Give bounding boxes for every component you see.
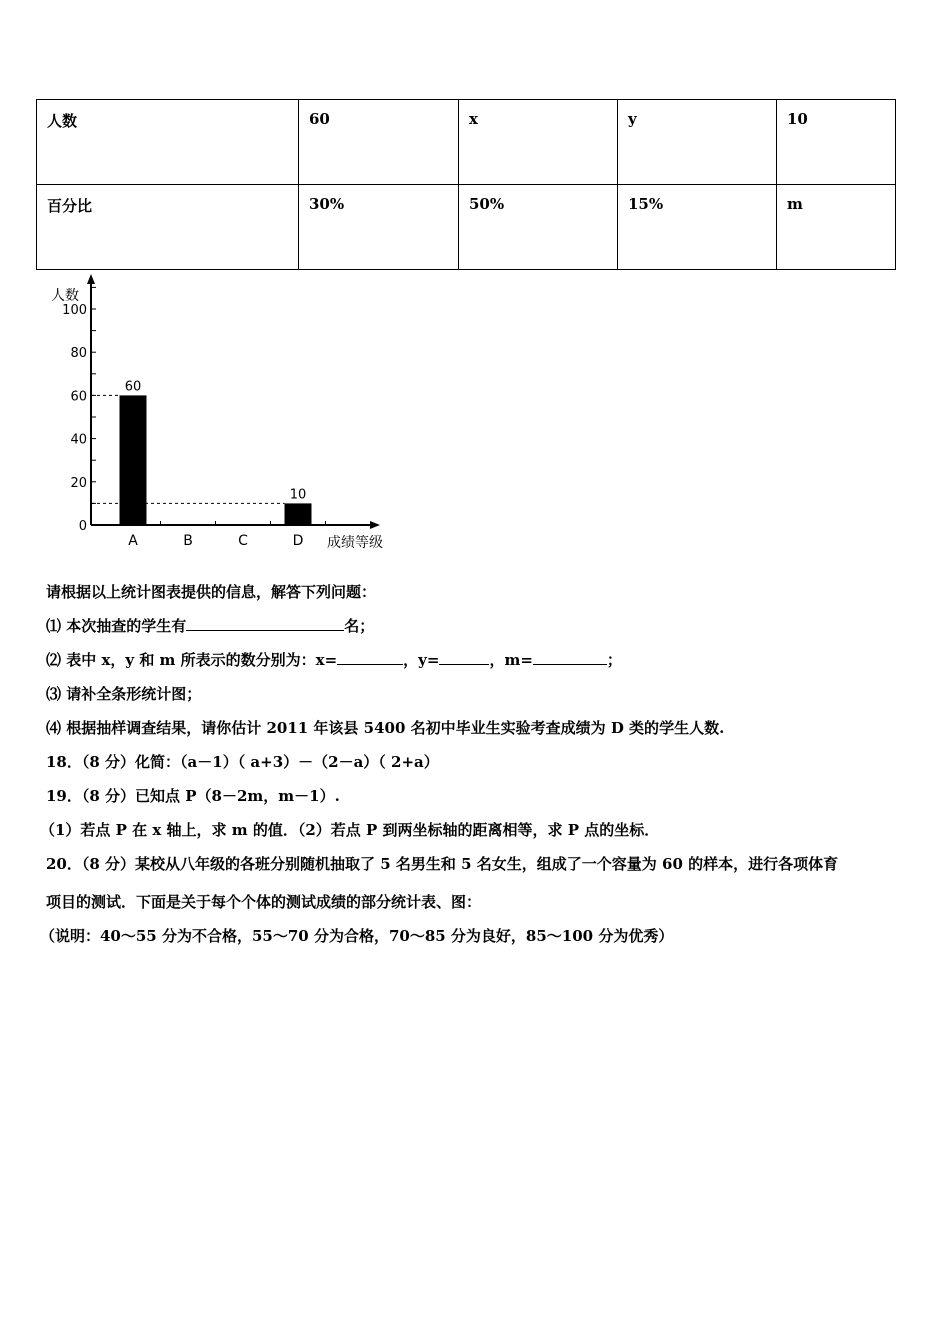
question-1 (46, 616, 374, 636)
y-axis-label: 人数 (51, 288, 79, 304)
answer-blank-y (439, 650, 489, 665)
row-label: 百分比 (37, 185, 299, 270)
y-tick-label: 100 (62, 303, 87, 318)
table-cell: 30% (299, 185, 459, 270)
answer-blank-m (533, 650, 607, 665)
question-4: ⑷ 根据抽样调查结果，请你估计 2011 年该县 5400 名初中毕业生实验考查成绩为 D 类的学生人数. (46, 719, 725, 737)
table-cell: x (459, 100, 618, 185)
y-axis-arrow (87, 274, 95, 284)
x-axis-label: 成绩等级 (327, 535, 383, 551)
question-19-sub: （1）若点 P 在 x 轴上，求 m 的值．（2）若点 P 到两坐标轴的距离相等，求 P 点的坐标． (40, 821, 660, 839)
question-20-line-1: 20．（8 分）某校从八年级的各班分别随机抽取了 5 名男生和 5 名女生，组成了一个容量为 60 的样本，进行各项体育 (46, 855, 839, 873)
table-cell: 60 (299, 100, 459, 185)
y-tick-label: 20 (70, 475, 87, 491)
y-tick-label: 60 (70, 389, 87, 405)
statistics-table (36, 99, 896, 270)
question-20-line-2: 项目的测试．下面是关于每个个体的测试成绩的部分统计表、图： (46, 893, 482, 911)
y-tick-label: 40 (70, 432, 87, 448)
table-row-percent (37, 185, 896, 270)
question-3: ⑶ 请补全条形统计图； (46, 685, 202, 703)
data-label: 10 (289, 487, 307, 503)
bar-chart (40, 268, 400, 553)
x-tick-label: B (183, 533, 193, 549)
question-2 (46, 650, 622, 670)
question-2-y-label: ，y= (403, 651, 440, 669)
table-row-count (37, 100, 896, 185)
question-1-suffix: 名； (344, 617, 375, 635)
question-2-text: ⑵ 表中 x，y 和 m 所表示的数分别为：x= (46, 651, 338, 669)
y-tick-label: 0 (78, 519, 87, 534)
question-20-note: （说明：40～55 分为不合格，55～70 分为合格，70～85 分为良好，85～100 分为优秀） (40, 927, 674, 945)
x-axis-arrow (370, 521, 380, 529)
table-cell: 15% (618, 185, 777, 270)
table-cell: m (777, 185, 896, 270)
table-cell: 10 (777, 100, 896, 185)
question-2-end: ； (606, 651, 622, 669)
row-label: 人数 (37, 100, 299, 185)
question-19: 19．（8 分）已知点 P（8－2m，m－1）. (46, 787, 340, 805)
question-18: 18．（8 分）化简：（a－1）（ a+3）－（2－a）（ 2+a） (46, 753, 439, 771)
table-cell: y (618, 100, 777, 185)
y-tick-label: 80 (70, 346, 87, 362)
table-cell: 50% (459, 185, 618, 270)
answer-blank-x (337, 650, 403, 665)
x-tick-label: A (128, 533, 138, 549)
intro-text: 请根据以上统计图表提供的信息，解答下列问题： (46, 583, 377, 601)
bar-A (120, 395, 147, 525)
x-tick-label: D (292, 533, 304, 549)
question-1-text: ⑴ 本次抽查的学生有 (46, 617, 187, 635)
data-label: 60 (124, 379, 142, 395)
bar-D (285, 503, 312, 525)
question-2-m-label: ，m= (489, 651, 533, 669)
x-tick-label: C (238, 533, 248, 549)
answer-blank (186, 616, 344, 631)
